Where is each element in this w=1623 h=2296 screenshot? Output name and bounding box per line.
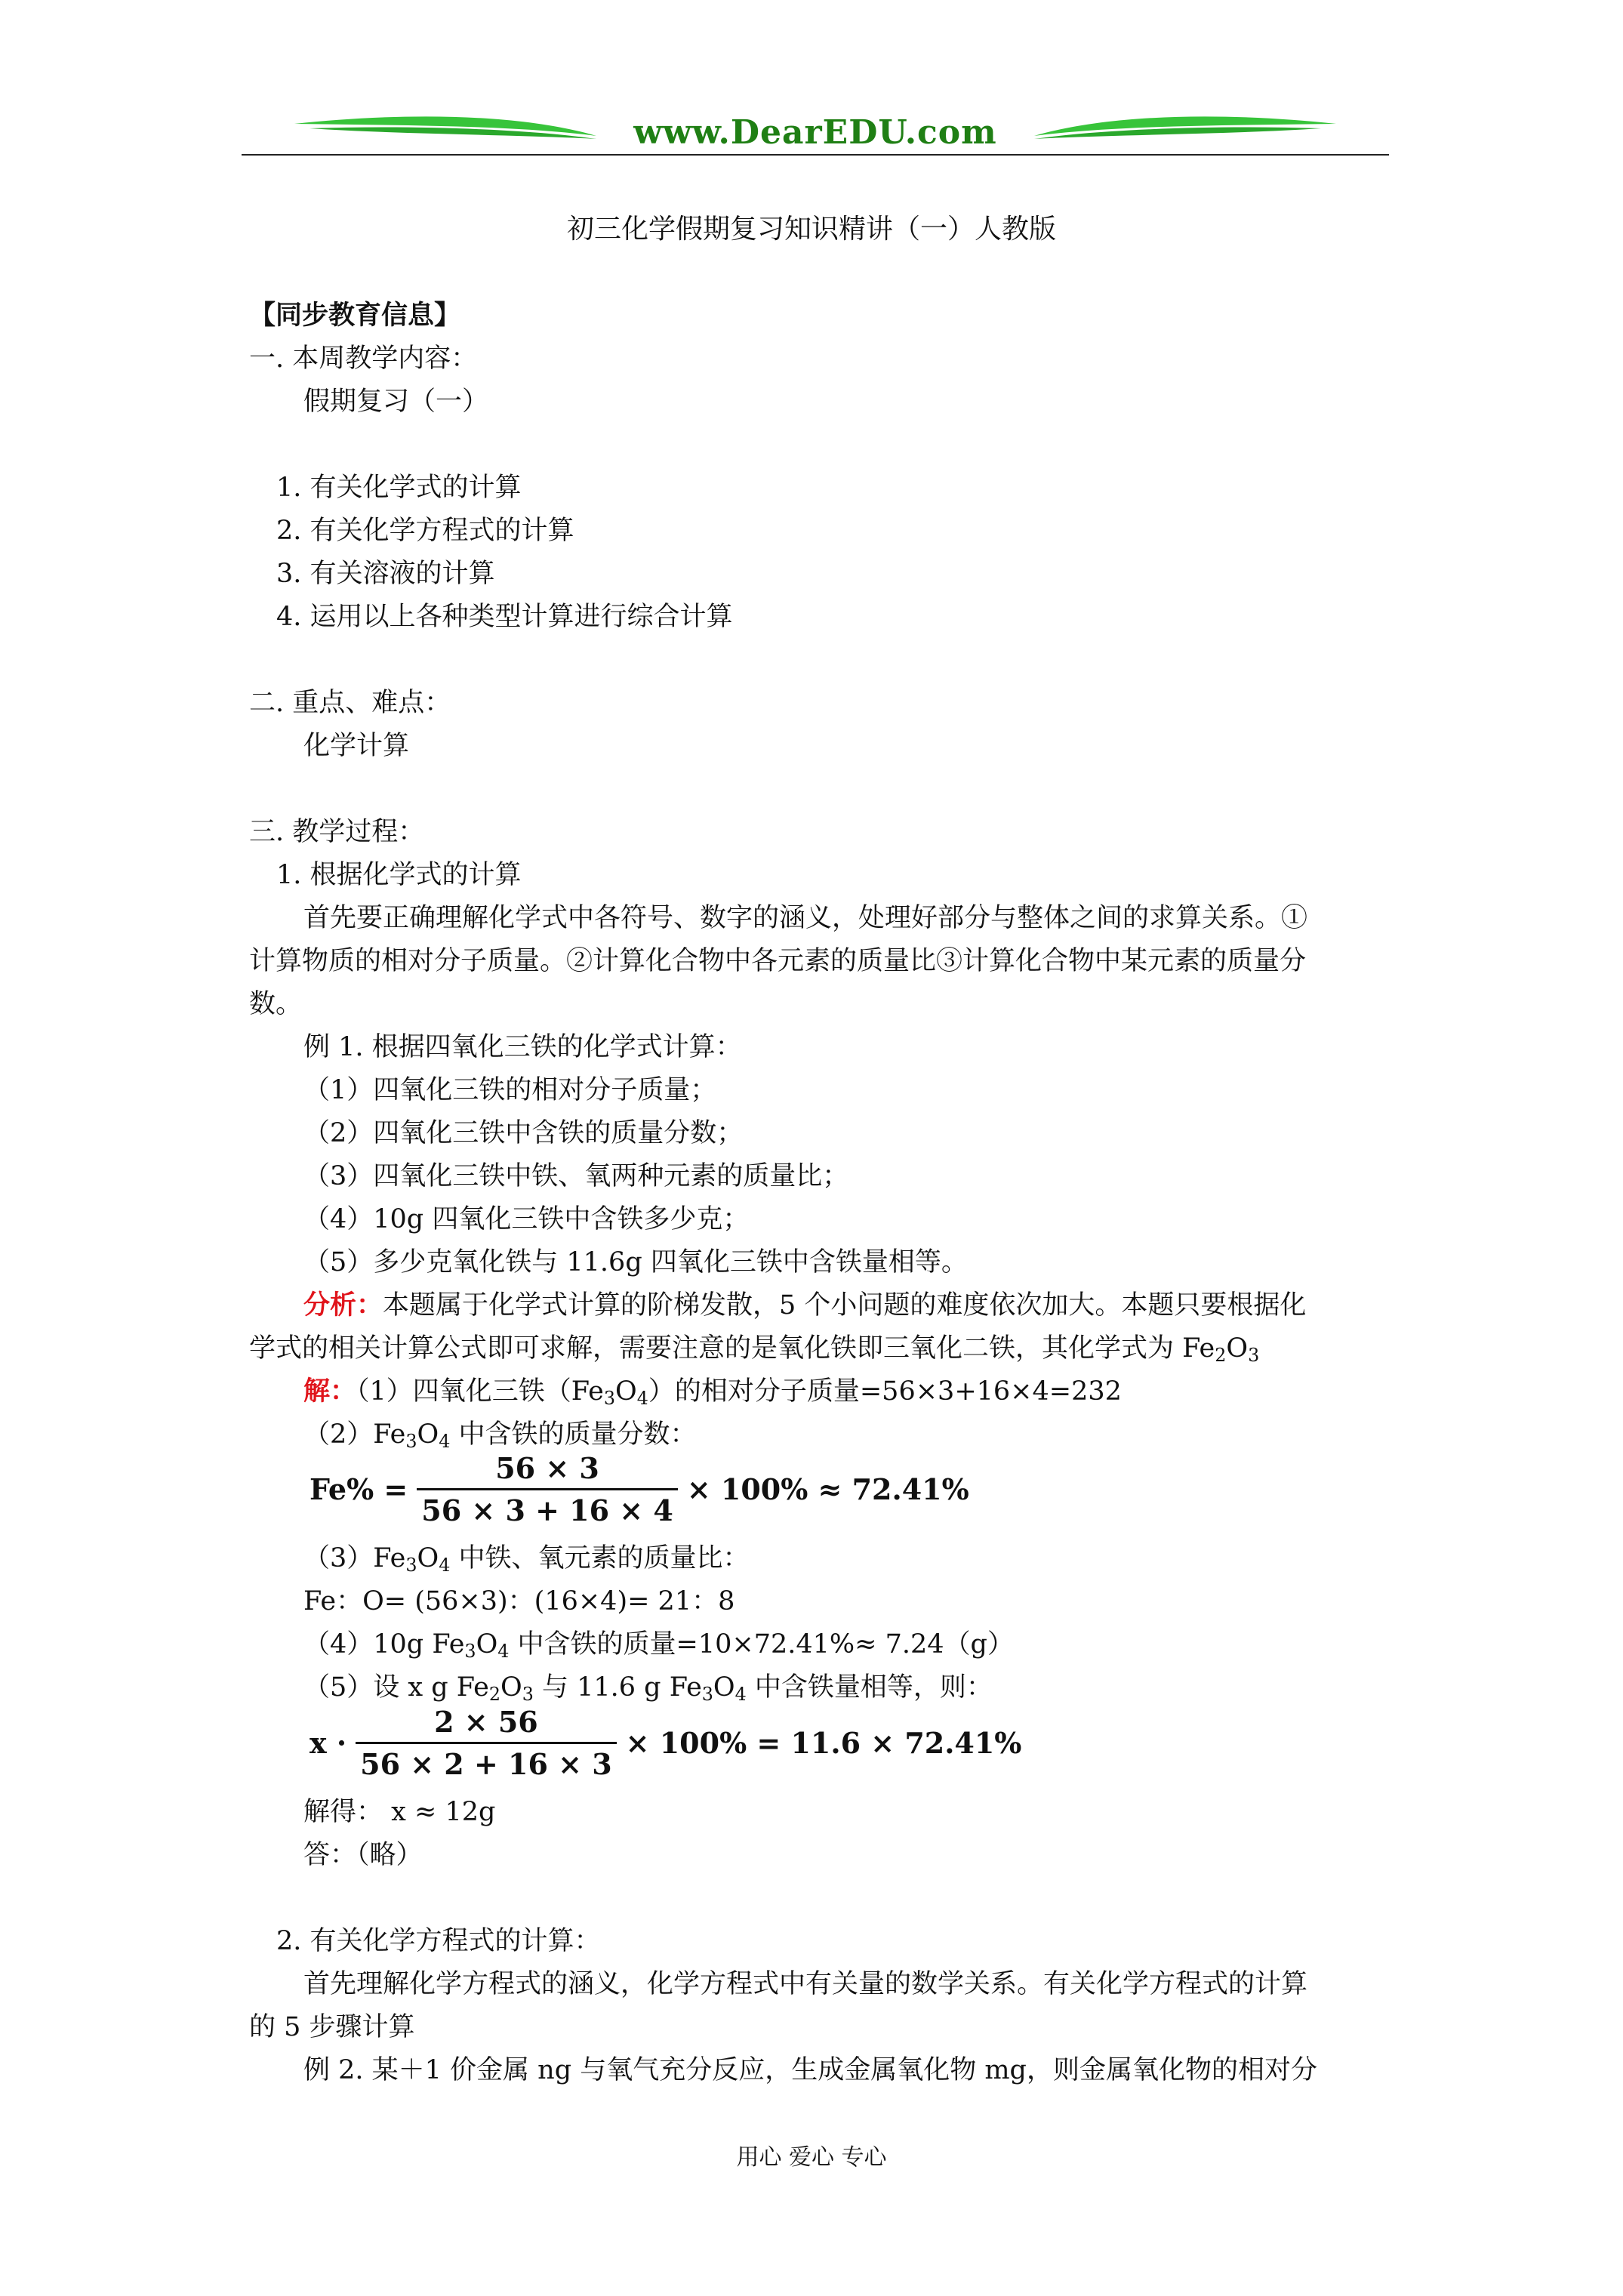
section1-heading: 一. 本周教学内容： (249, 344, 478, 374)
header-rule (242, 154, 1389, 156)
example2-prompt: 例 2. 某＋1 价金属 ng 与氧气充分反应，生成金属氧化物 mg，则金属氧化物的相对分 (303, 2055, 1317, 2085)
solution-line (303, 1370, 1623, 1413)
formula-numerator: 2 × 56 (434, 1705, 538, 1739)
question-item: （5）多少克氧化铁与 11.6g 四氧化三铁中含铁量相等。 (303, 1247, 968, 1277)
solution-line (303, 1413, 1623, 1456)
analysis-text: 本题属于化学式计算的阶梯发散，5 个小问题的难度依次加大。本题只要根据化 (383, 1290, 1307, 1321)
subscript: 3 (603, 1387, 616, 1409)
analysis-line (249, 1327, 1623, 1370)
formula-denominator: 56 × 3 + 16 × 4 (417, 1488, 678, 1527)
subscript: 2 (488, 1683, 501, 1705)
subscript: 4 (439, 1430, 451, 1452)
analysis-label: 分析： (303, 1290, 383, 1321)
subscript: 4 (636, 1387, 648, 1409)
page-footer: 用心 爱心 专心 (736, 2144, 887, 2171)
solution-text: ）的相对分子质量=56×3+16×4=232 (648, 1376, 1122, 1407)
list-item: 3. 有关溶液的计算 (276, 559, 495, 589)
solution-text: （4）10g Fe (303, 1629, 465, 1660)
formula-denominator: 56 × 2 + 16 × 3 (356, 1742, 617, 1781)
paragraph-line: 的 5 步骤计算 (249, 2012, 415, 2042)
subscript: 3 (522, 1683, 534, 1705)
solution-text: 中铁、氧元素的质量比： (450, 1543, 750, 1573)
formula-iron-percent (310, 1451, 969, 1527)
answer-line: 答：（略） (303, 1840, 423, 1870)
formula-lhs: Fe% = (310, 1472, 408, 1506)
page-title: 初三化学假期复习知识精讲（一）人教版 (566, 214, 1056, 245)
logo-text: www.DearEDU.com (633, 113, 997, 152)
subscript: 2 (1215, 1344, 1227, 1366)
chem-element: O (500, 1672, 522, 1703)
question-item: （2）四氧化三铁中含铁的质量分数； (303, 1118, 744, 1148)
solution-text: 与 11.6 g Fe (533, 1672, 702, 1703)
solution-text: 中含铁的质量=10×72.41%≈ 7.24（g） (509, 1629, 1014, 1660)
subscript: 3 (405, 1430, 417, 1452)
question-item: （1）四氧化三铁的相对分子质量； (303, 1075, 717, 1105)
question-item: （4）10g 四氧化三铁中含铁多少克； (303, 1204, 750, 1234)
formula-fraction (356, 1705, 617, 1781)
chem-element: O (417, 1543, 439, 1573)
analysis-text: 学式的相关计算公式即可求解，需要注意的是氧化铁即三氧化二铁，其化学式为 Fe (249, 1333, 1215, 1364)
solution-line (303, 1623, 1623, 1666)
subscript: 3 (405, 1554, 417, 1576)
question-item: （3）四氧化三铁中铁、氧两种元素的质量比； (303, 1161, 849, 1191)
info-heading: 【同步教育信息】 (249, 300, 461, 331)
paragraph-line: 首先要正确理解化学式中各符号、数字的涵义，处理好部分与整体之间的求算关系。① (303, 903, 1308, 933)
header-logo (242, 106, 1389, 163)
paragraph-line: 计算物质的相对分子质量。②计算化合物中各元素的质量比③计算化合物中某元素的质量分 (249, 946, 1307, 976)
solution-text: （5）设 x g Fe (303, 1672, 489, 1703)
part2-heading: 2. 有关化学方程式的计算： (276, 1926, 601, 1956)
chem-element: O (713, 1672, 735, 1703)
paragraph-line: 数。 (249, 989, 303, 1019)
chem-element: O (1226, 1333, 1249, 1364)
list-item: 1. 有关化学式的计算 (276, 473, 522, 503)
chem-element: O (615, 1376, 637, 1407)
solution-text: （2）Fe (303, 1419, 406, 1450)
example1-prompt: 例 1. 根据四氧化三铁的化学式计算： (303, 1032, 742, 1062)
section1-subtitle: 假期复习（一） (303, 387, 489, 417)
list-item: 2. 有关化学方程式的计算 (276, 516, 574, 546)
subscript: 4 (497, 1640, 510, 1662)
section2-content: 化学计算 (303, 731, 410, 761)
solution-label: 解： (303, 1376, 357, 1407)
analysis-line (303, 1284, 1623, 1327)
formula-lhs: x · (310, 1726, 347, 1760)
subscript: 3 (701, 1683, 713, 1705)
formula-rhs: × 100% = 11.6 × 72.41% (625, 1726, 1022, 1760)
section3-heading: 三. 教学过程： (249, 817, 425, 847)
subscript: 3 (1248, 1344, 1260, 1366)
formula-equal-iron (310, 1705, 1021, 1781)
result-line: 解得： x ≈ 12g (303, 1797, 496, 1827)
subscript: 4 (735, 1683, 747, 1705)
formula-rhs: × 100% ≈ 72.41% (686, 1472, 969, 1506)
subscript: 3 (464, 1640, 476, 1662)
subscript: 4 (439, 1554, 451, 1576)
solution-text: （1）四氧化三铁（Fe (356, 1376, 604, 1407)
solution-text: 中含铁量相等，则： (746, 1672, 993, 1703)
paragraph-line: 首先理解化学方程式的涵义，化学方程式中有关量的数学关系。有关化学方程式的计算 (303, 1969, 1308, 1999)
formula-numerator: 56 × 3 (495, 1451, 599, 1485)
chem-element: O (417, 1419, 439, 1450)
solution-line (303, 1666, 1623, 1709)
list-item: 4. 运用以上各种类型计算进行综合计算 (276, 602, 733, 632)
section2-heading: 二. 重点、难点： (249, 688, 451, 718)
solution-line (303, 1537, 1623, 1579)
part1-heading: 1. 根据化学式的计算 (276, 860, 522, 890)
formula-fraction (417, 1451, 678, 1527)
solution-line: Fe：O= (56×3)：(16×4)= 21：8 (303, 1586, 735, 1616)
solution-text: （3）Fe (303, 1543, 406, 1573)
chem-element: O (476, 1629, 498, 1660)
solution-text: 中含铁的质量分数： (450, 1419, 697, 1450)
